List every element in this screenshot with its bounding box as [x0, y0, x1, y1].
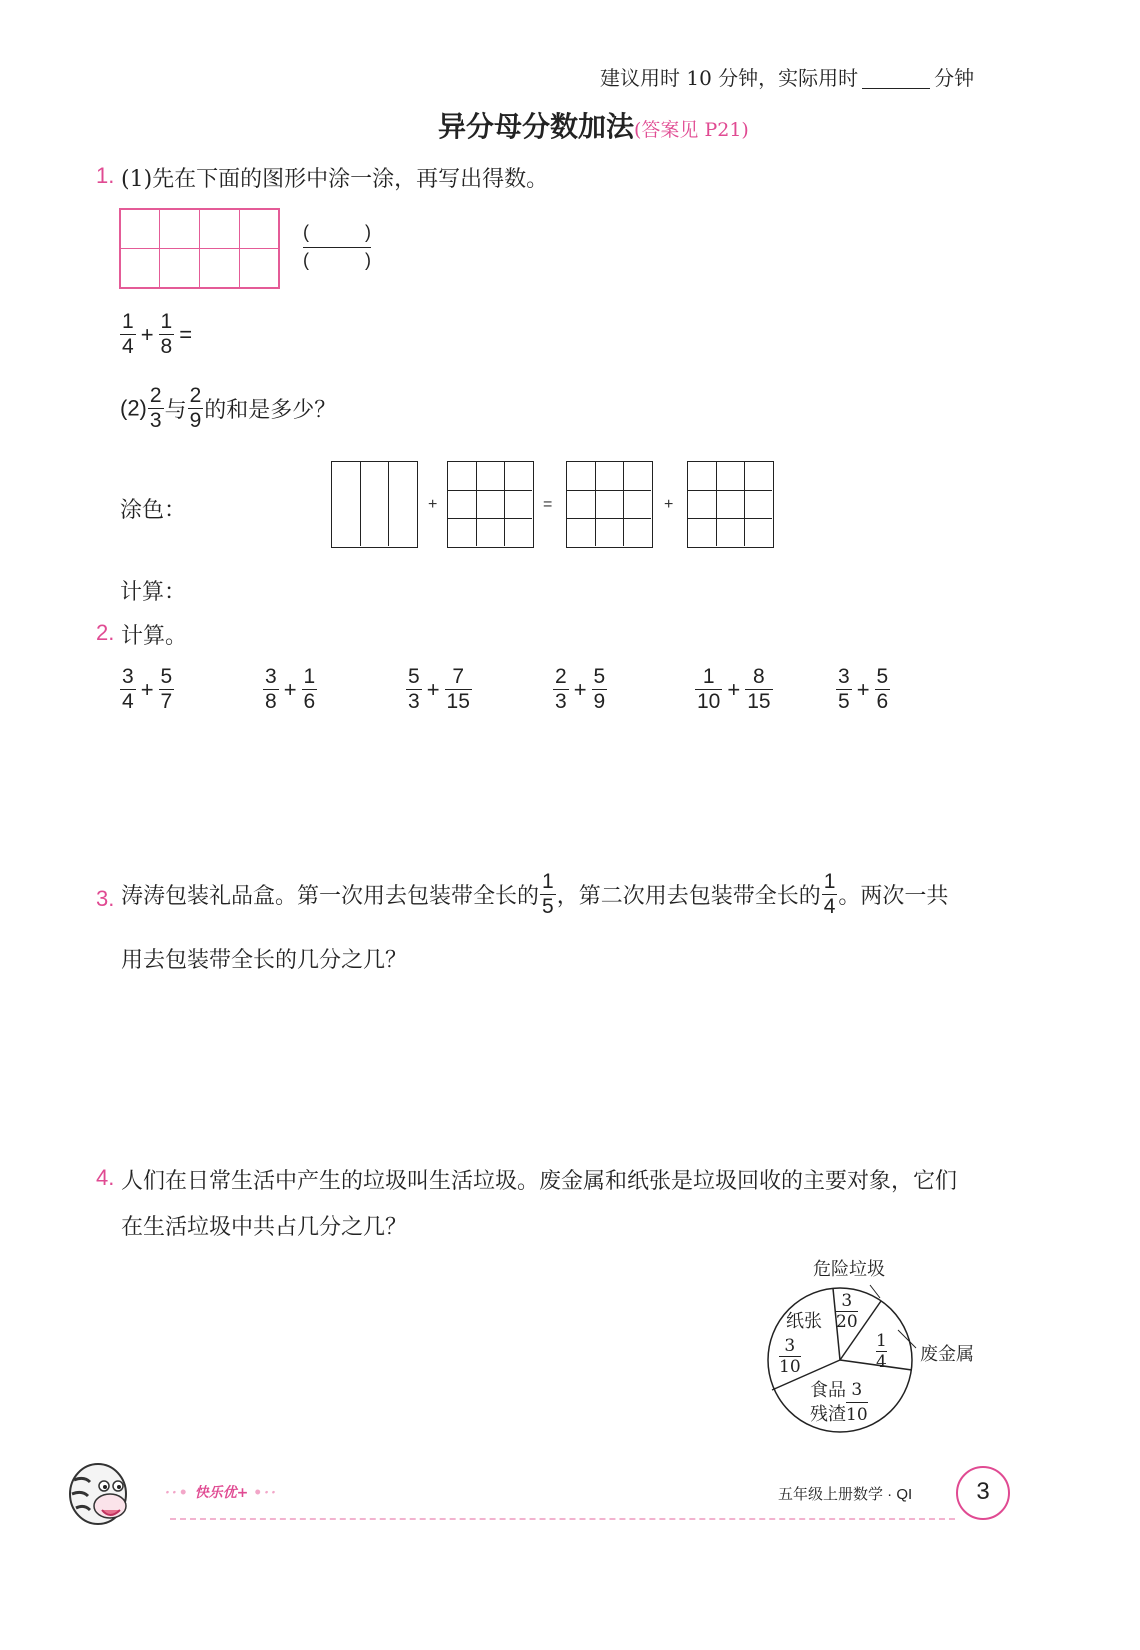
- q4-number: 4.: [96, 1165, 115, 1190]
- q1-pink-grid[interactable]: [119, 208, 280, 289]
- grid-line: [388, 462, 389, 546]
- q2-number: 2.: [96, 620, 115, 645]
- book-label: 五年级上册数学 · QI: [778, 1486, 913, 1503]
- fraction: $\frac{2}{3}$: [149, 384, 162, 432]
- pie-frac-hazard: $\frac{3}{20}$: [836, 1291, 858, 1332]
- pie-frac-metal: $\frac{1}{4}$: [876, 1331, 887, 1372]
- q4-line2: 在生活垃圾中共占几分之几？: [121, 1215, 408, 1240]
- page-title: 异分母分数加法(答案见 P21): [438, 111, 749, 142]
- grid-line: [360, 462, 361, 546]
- grid-thirds[interactable]: [331, 461, 418, 548]
- grid-line: [476, 462, 477, 546]
- pie-frac-paper: $\frac{3}{10}$: [779, 1336, 801, 1377]
- time-blank[interactable]: [862, 88, 930, 89]
- fraction: $\frac{5}{7}$: [160, 665, 173, 713]
- fraction: $\frac{1}{4}$: [122, 310, 134, 358]
- answer-ref: (答案见 P21): [634, 119, 749, 141]
- q2-item-3: $\frac{5}{3}$ + $\frac{7}{15}$: [408, 665, 470, 713]
- grid-line: [595, 462, 596, 546]
- page-number: 3: [976, 1478, 990, 1505]
- fraction: $\frac{1}{5}$: [542, 870, 554, 918]
- grid-line: [567, 518, 651, 519]
- leader-line-metal: [898, 1330, 916, 1348]
- grid-line: [567, 490, 651, 491]
- grid-line: [504, 462, 505, 546]
- time-hint: 建议用时 10 分钟，实际用时 分钟: [600, 66, 975, 90]
- fraction-bar: [303, 247, 371, 248]
- fraction: $\frac{5}{6}$: [876, 665, 889, 713]
- footer-divider: [170, 1518, 955, 1520]
- q1-blank-fraction[interactable]: ( ) ( ): [303, 222, 371, 270]
- leader-line-hazard: [870, 1285, 880, 1298]
- fraction: $\frac{1}{8}$: [160, 310, 173, 358]
- q4-line1: 人们在日常生活中产生的垃圾叫生活垃圾。废金属和纸张是垃圾回收的主要对象，它们: [121, 1169, 958, 1194]
- calc-label: 计算：: [120, 580, 187, 605]
- grid-ninths-a[interactable]: [447, 461, 534, 548]
- grid-ninths-b[interactable]: [566, 461, 653, 548]
- q1-number: 1.: [96, 163, 115, 188]
- fraction: $\frac{1}{6}$: [303, 665, 316, 713]
- grid-line: [744, 462, 745, 546]
- fraction: $\frac{3}{5}$: [838, 665, 850, 713]
- q1-expression: $\frac{1}{4}$ + $\frac{1}{8}$ =: [122, 310, 193, 358]
- pie-label-hazard: 危险垃圾: [813, 1259, 885, 1280]
- grid-ninths-c[interactable]: [687, 461, 774, 548]
- q2-item-2: $\frac{3}{8}$ + $\frac{1}{6}$: [265, 665, 316, 713]
- grid-line: [688, 490, 772, 491]
- grid-line: [121, 248, 278, 249]
- q2-item-6: $\frac{3}{5}$ + $\frac{5}{6}$: [838, 665, 889, 713]
- grid-line: [448, 490, 532, 491]
- fraction: $\frac{7}{15}$: [446, 665, 470, 713]
- q3-number: 3.: [96, 886, 115, 911]
- fraction: $\frac{5}{3}$: [408, 665, 420, 713]
- brand-label: ··• 快乐优+ •··: [165, 1485, 278, 1501]
- color-label: 涂色：: [120, 498, 187, 523]
- grid-line: [688, 518, 772, 519]
- q2-item-5: $\frac{1}{10}$ + $\frac{8}{15}$: [697, 665, 771, 713]
- pie-label-metal: 废金属: [920, 1344, 974, 1365]
- q2-item-4: $\frac{2}{3}$ + $\frac{5}{9}$: [555, 665, 606, 713]
- grid-line: [623, 462, 624, 546]
- fraction: $\frac{3}{8}$: [265, 665, 277, 713]
- q2-item-1: $\frac{3}{4}$ + $\frac{5}{7}$: [122, 665, 173, 713]
- fraction: $\frac{2}{3}$: [555, 665, 567, 713]
- pie-label-food: 食品 残渣 3 10: [810, 1379, 868, 1425]
- fraction: $\frac{1}{4}$: [823, 870, 836, 918]
- q3-line2: 用去包装带全长的几分之几？: [121, 948, 408, 973]
- fraction: $\frac{3}{4}$: [122, 665, 134, 713]
- q2-title: 计算。: [121, 624, 188, 649]
- page-number-badge: [956, 1466, 1010, 1520]
- fraction: $\frac{1}{10}$: [697, 665, 721, 713]
- grid-line: [448, 518, 532, 519]
- grid-equals: =: [543, 496, 553, 513]
- grid-plus: +: [428, 496, 438, 513]
- grid-plus-2: +: [664, 496, 674, 513]
- q3-line1: 涛涛包装礼品盒。第一次用去包装带全长的 $\frac{1}{5}$ ，第二次用去包装带全长的 $\frac{1}{4}$ 。两次一共: [121, 870, 949, 918]
- fraction: $\frac{5}{9}$: [593, 665, 606, 713]
- zebra-mascot-icon: [60, 1450, 140, 1530]
- grid-line: [716, 462, 717, 546]
- q1-part1-text: (1)先在下面的图形中涂一涂，再写出得数。: [121, 167, 549, 192]
- fraction: $\frac{2}{9}$: [189, 384, 202, 432]
- q1-part2: (2) $\frac{2}{3}$ 与 $\frac{2}{9}$ 的和是多少？: [120, 384, 337, 432]
- pie-label-paper: 纸张: [786, 1311, 822, 1332]
- fraction: $\frac{8}{15}$: [747, 665, 771, 713]
